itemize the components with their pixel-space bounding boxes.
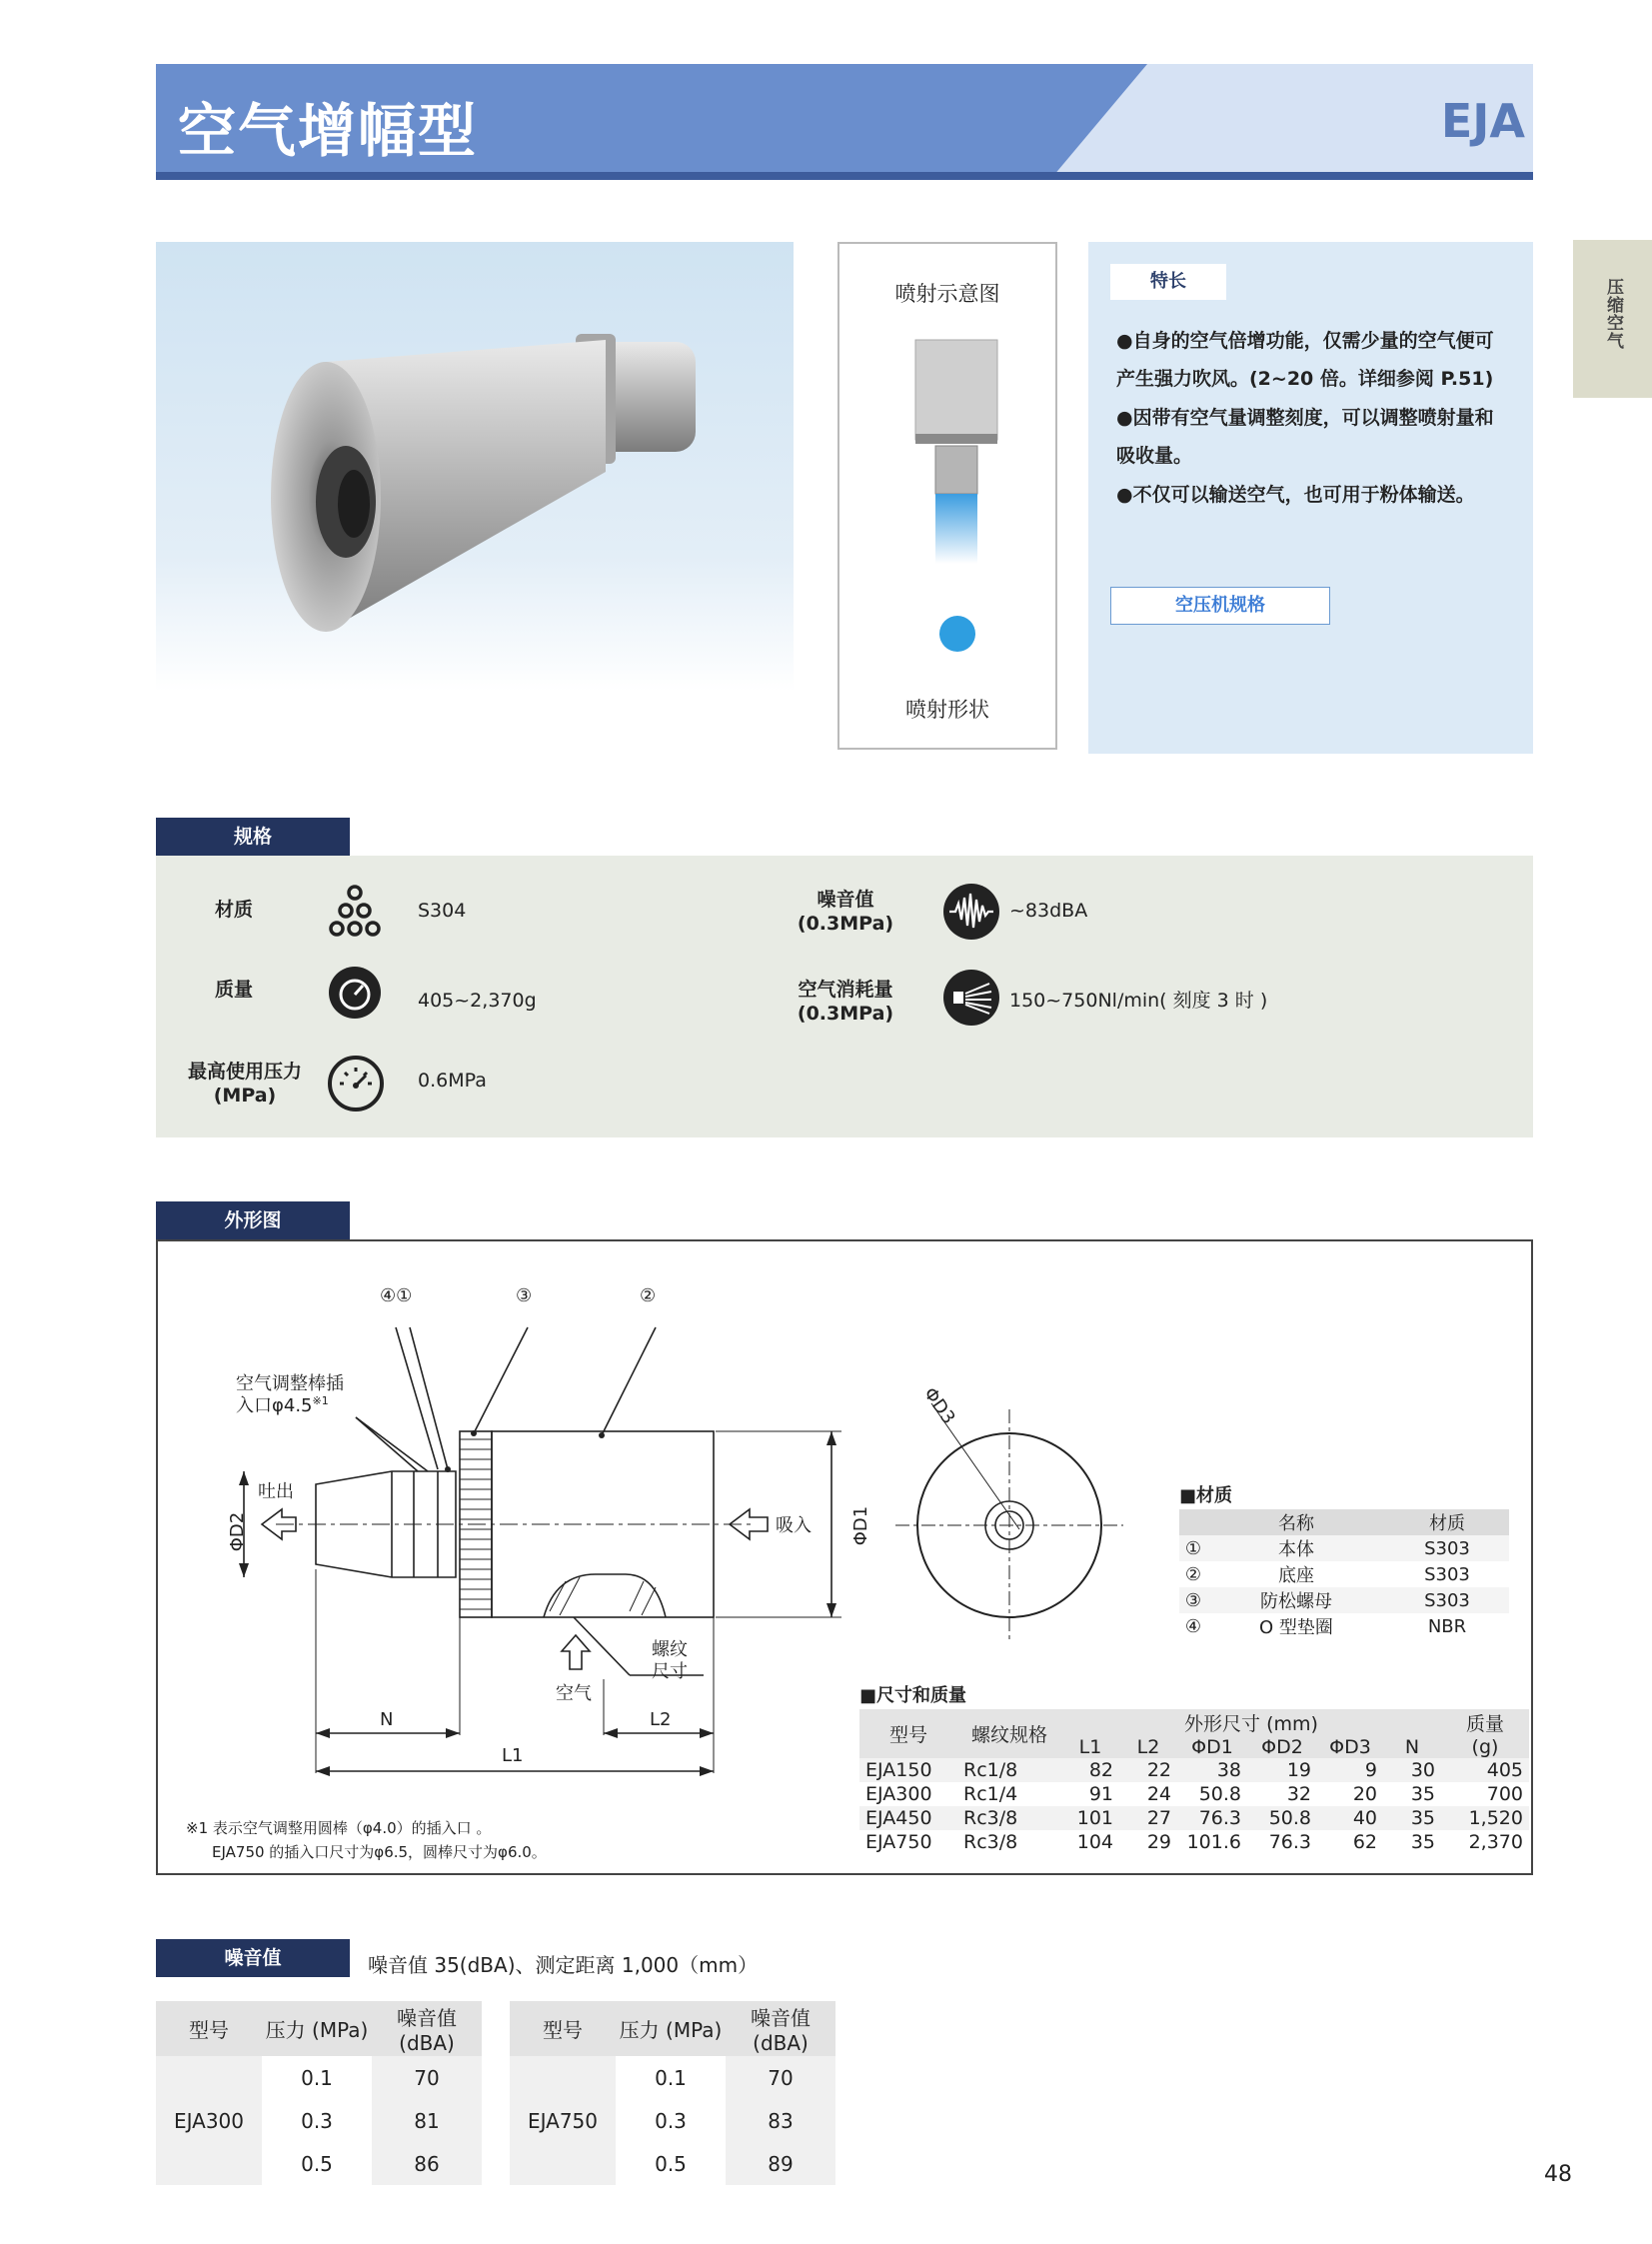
page-number: 48 <box>1544 2162 1572 2187</box>
noise-wave-icon <box>941 882 1001 942</box>
product-photo <box>156 242 794 692</box>
noise-label-line1: 噪音值 <box>817 889 874 911</box>
dim-sub-d2: ΦD2 <box>1247 1736 1317 1758</box>
dim-sub-l1: L1 <box>1061 1736 1119 1758</box>
dim-mass: 1,520 <box>1468 1807 1523 1829</box>
dim-header-outer: 外形尺寸 (mm) <box>1061 1709 1441 1736</box>
outlet-label: 吐出 <box>258 1481 294 1502</box>
category-label: 压缩空气 <box>1603 278 1623 350</box>
pressure-gauge-icon <box>326 1054 386 1114</box>
air-consumption-label-line2: (0.3MPa) <box>797 1003 894 1025</box>
dim-thread: Rc1/8 <box>963 1759 1018 1781</box>
compressor-spec-button[interactable]: 空压机规格 <box>1110 587 1330 625</box>
material-mat: NBR <box>1427 1615 1467 1637</box>
noise-description: 噪音值 35(dBA)、测定距离 1,000（mm） <box>368 1953 759 1977</box>
dim-l1: 91 <box>1088 1783 1113 1805</box>
noise-header-model: 型号 <box>156 2001 262 2056</box>
table-row <box>859 1830 1529 1854</box>
noise-label <box>776 888 915 936</box>
dim-d3-label: ΦD3 <box>918 1383 959 1428</box>
dim-mass: 405 <box>1486 1759 1523 1781</box>
dim-header-mass-1: 质量 <box>1441 1709 1529 1736</box>
dim-l2: 29 <box>1146 1831 1171 1853</box>
noise-model: EJA300 <box>156 2056 262 2185</box>
dim-d1-label: ΦD1 <box>850 1505 872 1546</box>
noise-table-eja300 <box>156 2001 482 2185</box>
noise-db: 89 <box>726 2142 835 2185</box>
specs-section-tag: 规格 <box>156 818 350 856</box>
dim-d1: 76.3 <box>1198 1807 1241 1829</box>
callout-4-1: ④① <box>380 1285 413 1306</box>
page-header <box>156 64 1533 184</box>
table-row <box>859 1782 1529 1806</box>
dim-d1: 101.6 <box>1186 1831 1241 1853</box>
material-icon <box>326 884 384 942</box>
mass-icon <box>326 964 384 1022</box>
air-label: 空气 <box>556 1683 592 1704</box>
footnote-1: ※1 表示空气调整用圆棒（φ4.0）的插入口 。 <box>186 1819 492 1837</box>
material-label: 材质 <box>214 899 253 921</box>
dim-d3: 40 <box>1352 1807 1377 1829</box>
table-row <box>1179 1587 1509 1613</box>
dimensions-table <box>859 1709 1529 1854</box>
callout-3: ③ <box>516 1285 533 1306</box>
dim-l2-label: L2 <box>650 1709 672 1730</box>
air-consumption-label <box>776 978 915 1026</box>
outline-section-tag: 外形图 <box>156 1201 350 1239</box>
feature-line: ●自身的空气倍增功能，仅需少量的空气便可 <box>1116 330 1494 352</box>
material-no: ③ <box>1184 1589 1202 1611</box>
dimensions-title: ■尺寸和质量 <box>859 1685 967 1706</box>
material-value: S304 <box>418 900 467 922</box>
dim-sub-n: N <box>1383 1736 1441 1758</box>
spray-shape-label: 喷射形状 <box>905 698 989 722</box>
dim-l1-label: L1 <box>502 1745 524 1766</box>
dim-l1: 101 <box>1076 1807 1113 1829</box>
materials-header-mat: 材质 <box>1429 1513 1465 1534</box>
dim-mass: 2,370 <box>1468 1831 1523 1853</box>
dim-model: EJA750 <box>865 1831 932 1853</box>
materials-header-name: 名称 <box>1278 1513 1314 1534</box>
noise-section-tag: 噪音值 <box>156 1939 350 1977</box>
dim-model: EJA450 <box>865 1807 932 1829</box>
air-flow-icon <box>941 968 1001 1028</box>
dim-thread: Rc3/8 <box>963 1807 1018 1829</box>
dim-d3: 9 <box>1364 1759 1377 1781</box>
dim-model: EJA300 <box>865 1783 932 1805</box>
materials-title: ■材质 <box>1179 1485 1233 1506</box>
adjust-port-label-1: 空气调整棒插 <box>236 1373 344 1394</box>
noise-header-pressure: 压力 (MPa) <box>616 2001 726 2056</box>
features-panel <box>1088 242 1533 754</box>
dim-model: EJA150 <box>865 1759 932 1781</box>
mass-label: 质量 <box>214 979 253 1001</box>
table-row <box>859 1806 1529 1830</box>
callout-2: ② <box>640 1285 657 1306</box>
dim-header-model: 型号 <box>859 1709 957 1758</box>
dim-n: 35 <box>1410 1807 1435 1829</box>
noise-db: 86 <box>372 2142 482 2185</box>
spray-diagram <box>837 242 1057 750</box>
spray-illustration <box>839 334 1055 654</box>
dim-d2: 76.3 <box>1268 1831 1311 1853</box>
material-mat: S303 <box>1424 1589 1470 1611</box>
dim-d3: 20 <box>1352 1783 1377 1805</box>
noise-pressure: 0.3 <box>655 2108 687 2133</box>
dim-n: 30 <box>1410 1759 1435 1781</box>
dim-l1: 104 <box>1076 1831 1113 1853</box>
dim-sub-d1: ΦD1 <box>1177 1736 1247 1758</box>
dim-mass: 700 <box>1486 1783 1523 1805</box>
page-title: 空气增幅型 <box>178 97 479 165</box>
table-row <box>859 1758 1529 1782</box>
noise-table-eja750 <box>510 2001 835 2185</box>
material-mat: S303 <box>1424 1563 1470 1585</box>
max-pressure-label <box>178 1060 312 1108</box>
dim-sub-d3: ΦD3 <box>1317 1736 1383 1758</box>
dim-n-label: N <box>380 1709 394 1730</box>
noise-model: EJA750 <box>510 2056 616 2185</box>
dim-l2: 22 <box>1146 1759 1171 1781</box>
spray-diagram-title: 喷射示意图 <box>894 282 1000 306</box>
noise-label-line2: (0.3MPa) <box>797 913 894 935</box>
material-name: O 型垫圈 <box>1259 1617 1333 1638</box>
specs-panel <box>156 856 1533 1137</box>
dim-thread: Rc1/4 <box>963 1783 1018 1805</box>
product-code: EJA <box>1440 94 1525 148</box>
table-row <box>156 2056 482 2099</box>
dim-l2: 27 <box>1146 1807 1171 1829</box>
max-pressure-value: 0.6MPa <box>418 1070 487 1092</box>
air-consumption-value: 150~750Nl/min( 刻度 3 时 ) <box>1009 990 1268 1012</box>
dim-n: 35 <box>1410 1783 1435 1805</box>
material-mat: S303 <box>1424 1537 1470 1559</box>
noise-header-db: 噪音值 (dBA) <box>372 2001 482 2056</box>
mass-value: 405~2,370g <box>418 990 537 1012</box>
material-name: 本体 <box>1278 1539 1314 1560</box>
feature-line: ●因带有空气量调整刻度，可以调整喷射量和 <box>1116 407 1494 429</box>
dim-d1: 50.8 <box>1198 1783 1241 1805</box>
material-name: 底座 <box>1278 1565 1314 1586</box>
table-row <box>1179 1561 1509 1587</box>
dim-l2: 24 <box>1146 1783 1171 1805</box>
nozzle-image <box>156 242 794 692</box>
materials-header-no <box>1179 1509 1207 1535</box>
dim-d2-label: ΦD2 <box>227 1511 249 1552</box>
dim-header-thread: 螺纹规格 <box>957 1709 1061 1758</box>
features-tag: 特长 <box>1110 264 1226 300</box>
noise-pressure: 0.1 <box>655 2065 687 2090</box>
noise-pressure: 0.1 <box>301 2065 333 2090</box>
noise-db: 70 <box>372 2056 482 2099</box>
material-no: ① <box>1184 1537 1202 1559</box>
material-no: ② <box>1184 1563 1202 1585</box>
table-row <box>510 2056 835 2099</box>
dim-n: 35 <box>1410 1831 1435 1853</box>
table-row <box>1179 1613 1509 1639</box>
dim-d2: 50.8 <box>1268 1807 1311 1829</box>
noise-db: 81 <box>372 2099 482 2142</box>
noise-header-model: 型号 <box>510 2001 616 2056</box>
materials-table <box>1179 1509 1509 1639</box>
feature-line: 产生强力吹风。(2~20 倍。详细参阅 P.51) <box>1116 368 1494 390</box>
dim-d1: 38 <box>1216 1759 1241 1781</box>
adjust-port-label-2: 入口φ4.5$^{※1}$ <box>236 1394 329 1416</box>
material-no: ④ <box>1184 1615 1202 1637</box>
category-side-tab[interactable] <box>1573 240 1652 398</box>
footnote-2: EJA750 的插入口尺寸为φ6.5，圆棒尺寸为φ6.0。 <box>212 1843 547 1861</box>
dim-d3: 62 <box>1352 1831 1377 1853</box>
noise-pressure: 0.5 <box>301 2151 333 2176</box>
dim-thread: Rc3/8 <box>963 1831 1018 1853</box>
thread-label-1: 螺纹 <box>652 1639 688 1660</box>
noise-header-pressure: 压力 (MPa) <box>262 2001 372 2056</box>
table-row <box>1179 1535 1509 1561</box>
noise-header-db: 噪音值 (dBA) <box>726 2001 835 2056</box>
noise-pressure: 0.5 <box>655 2151 687 2176</box>
noise-db: 70 <box>726 2056 835 2099</box>
dim-sub-l2: L2 <box>1119 1736 1177 1758</box>
dim-d2: 19 <box>1286 1759 1311 1781</box>
dim-d2: 32 <box>1286 1783 1311 1805</box>
thread-label-2: 尺寸 <box>652 1661 688 1682</box>
noise-value: ~83dBA <box>1009 900 1088 922</box>
dim-header-mass-2: (g) <box>1441 1736 1529 1758</box>
feature-line: ●不仅可以输送空气，也可用于粉体输送。 <box>1116 484 1475 506</box>
dim-l1: 82 <box>1088 1759 1113 1781</box>
max-pressure-label-line1: 最高使用压力 <box>187 1061 302 1083</box>
max-pressure-label-line2: (MPa) <box>213 1085 277 1107</box>
air-consumption-label-line1: 空气消耗量 <box>798 979 893 1001</box>
noise-db: 83 <box>726 2099 835 2142</box>
inlet-label: 吸入 <box>776 1515 812 1536</box>
feature-line: 吸收量。 <box>1116 445 1193 467</box>
material-name: 防松螺母 <box>1260 1591 1332 1612</box>
noise-pressure: 0.3 <box>301 2108 333 2133</box>
